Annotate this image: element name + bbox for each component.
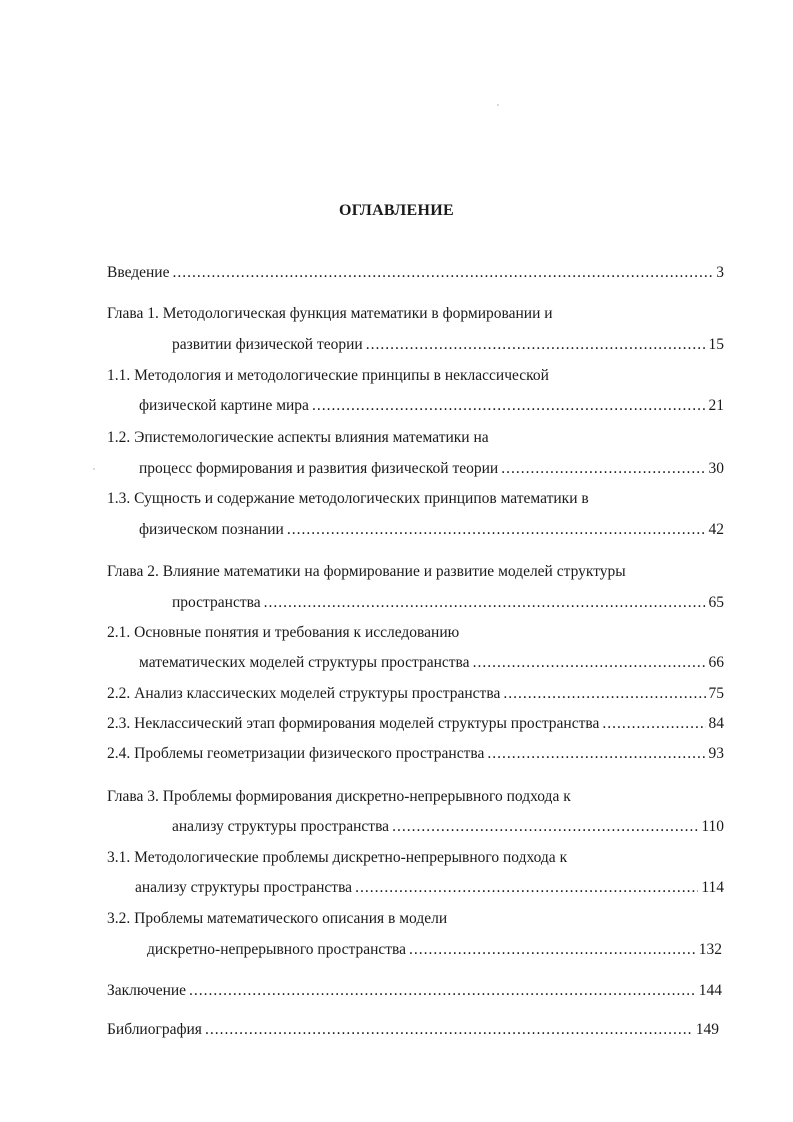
toc-entry-text: дискретно-непрерывного пространства (147, 941, 407, 958)
toc-entry-section-2-1 (107, 622, 459, 644)
toc-page-number: 15 (708, 336, 724, 353)
toc-entry-text: пространства (172, 594, 261, 611)
toc-page-number: 132 (698, 941, 722, 958)
toc-entry-section-2-4 (107, 743, 724, 765)
toc-entry-text: 2.1. Основные понятия и требования к исследованию (107, 624, 460, 641)
toc-page-number: 66 (708, 654, 724, 671)
toc-entry-section-3-2 (107, 908, 447, 930)
toc-entry-text: 2.2. Анализ классических моделей структуры пространства (107, 685, 501, 702)
toc-page-number: 149 (695, 1021, 719, 1038)
toc-leader-dots (503, 683, 705, 705)
scan-speck (497, 104, 499, 106)
toc-leader-dots (392, 816, 698, 838)
toc-entry-text: развитии физической теории (172, 336, 363, 353)
toc-entry-chapter-2 (107, 561, 626, 583)
toc-entry-text: математических моделей структуры пространства (139, 654, 470, 671)
toc-leader-dots (287, 519, 706, 541)
toc-page-number: 21 (708, 397, 724, 414)
toc-entry-section-1-1 (107, 365, 549, 387)
toc-entry-section-2-3 (107, 713, 724, 735)
toc-entry-text: 3.2. Проблемы математического описания в модели (107, 910, 448, 927)
toc-entry-text: 2.3. Неклассический этап формирования моделей структуры пространства (107, 715, 600, 732)
toc-entry-section-3-1 (107, 847, 567, 869)
toc-entry-text: Библиография (107, 1021, 202, 1038)
toc-entry-section-2-2 (107, 683, 724, 705)
toc-entry-text: Глава 1. Методологическая функция математики в формировании и (107, 305, 553, 322)
toc-entry-section-1-3 (107, 488, 589, 510)
toc-entry-text: 3.1. Методологические проблемы дискретно-непрерывного подхода к (107, 849, 568, 866)
toc-entry-chapter-2-cont (172, 592, 724, 614)
toc-entry-text: анализу структуры пространства (135, 879, 353, 896)
toc-page-number: 30 (708, 460, 724, 477)
toc-leader-dots (172, 262, 713, 284)
toc-entry-chapter-1-cont (172, 334, 724, 356)
toc-page-number: 110 (701, 818, 724, 835)
toc-entry-text: 1.2. Эпистемологические аспекты влияния математики на (107, 429, 489, 446)
toc-entry-text: анализу структуры пространства (172, 818, 390, 835)
toc-entry-chapter-1 (107, 303, 553, 325)
toc-entry-introduction (107, 262, 724, 284)
toc-entry-text: 1.3. Сущность и содержание методологических принципов математики в (107, 490, 589, 507)
toc-entry-chapter-3-cont (172, 816, 724, 838)
toc-page-number: 42 (708, 521, 724, 538)
toc-entry-text: Заключение (107, 982, 187, 999)
scan-speck (93, 468, 95, 470)
toc-entry-section-1-1-cont (139, 395, 724, 417)
page-title: ОГЛАВЛЕНИЕ (339, 202, 454, 219)
toc-entry-section-3-1-cont (135, 877, 724, 899)
toc-leader-dots (473, 652, 706, 674)
toc-entry-chapter-3 (107, 786, 571, 808)
toc-leader-dots (501, 458, 705, 480)
toc-entry-text: физической картине мира (139, 397, 309, 414)
toc-entry-text: Введение (107, 264, 170, 281)
toc-page-number: 3 (716, 264, 724, 281)
toc-leader-dots (264, 592, 706, 614)
toc-entry-section-3-2-cont (147, 939, 722, 961)
toc-entry-text: физическом познании (139, 521, 284, 538)
toc-leader-dots (355, 877, 698, 899)
toc-page-number: 114 (701, 879, 724, 896)
toc-entry-text: процесс формирования и развития физической теории (139, 460, 499, 477)
toc-entry-text: 1.1. Методология и методологические принципы в неклассической (107, 367, 549, 384)
toc-page-number: 65 (708, 594, 724, 611)
toc-entry-bibliography (107, 1019, 719, 1041)
toc-entry-section-1-2-cont (139, 458, 724, 480)
toc-page-number: 93 (708, 745, 724, 762)
toc-leader-dots (409, 939, 696, 961)
toc-leader-dots (602, 713, 705, 735)
toc-page-number: 144 (698, 982, 722, 999)
toc-entry-section-1-2 (107, 427, 489, 449)
toc-entry-section-1-3-cont (139, 519, 724, 541)
toc-leader-dots (312, 395, 706, 417)
toc-leader-dots (205, 1019, 693, 1041)
toc-entry-conclusion (107, 980, 722, 1002)
toc-entry-text: 2.4. Проблемы геометризации физического пространства (107, 745, 485, 762)
toc-leader-dots (487, 743, 705, 765)
toc-page-number: 84 (708, 715, 724, 732)
toc-entry-text: Глава 2. Влияние математики на формирование и развитие моделей структуры (107, 563, 626, 580)
toc-page-number: 75 (708, 685, 724, 702)
toc-entry-text: Глава 3. Проблемы формирования дискретно-непрерывного подхода к (107, 788, 571, 805)
toc-leader-dots (366, 334, 706, 356)
toc-leader-dots (189, 980, 696, 1002)
toc-entry-section-2-1-cont (139, 652, 724, 674)
